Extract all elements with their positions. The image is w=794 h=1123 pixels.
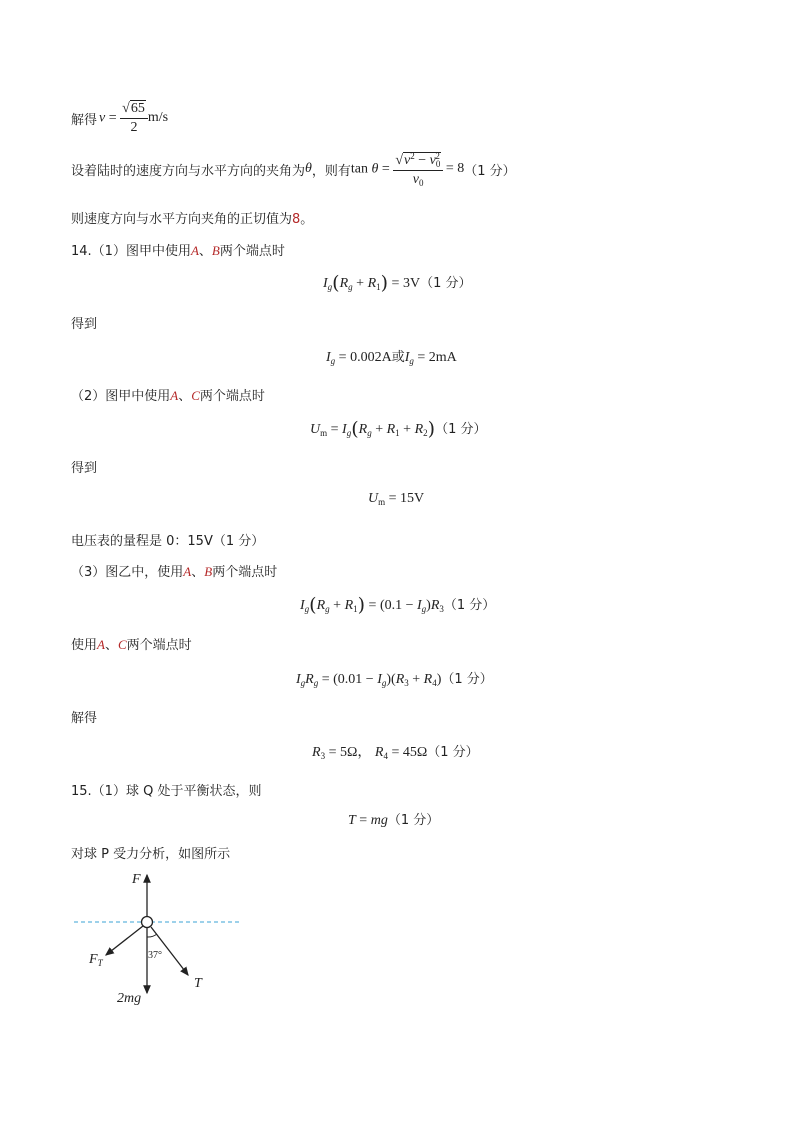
score: （1 分） (441, 672, 493, 687)
label-ft: $F_T$ (89, 952, 103, 968)
terminal-c: C (191, 388, 200, 403)
equation-5: $I_g(R_g + R_1) = (0.1 - I_g)R_3(1$ 分） (300, 594, 496, 616)
eq-val-1: = 0.002A (338, 350, 392, 365)
line-text: 则速度方向与水平方向夹角的正切值为 (71, 212, 293, 227)
line-conclusion (71, 208, 313, 227)
line-text: 使用 (71, 638, 98, 653)
q14-part2-heading (71, 385, 265, 404)
unit: m/s (147, 110, 169, 125)
equation-8 (348, 809, 439, 829)
period: 。 (300, 212, 314, 227)
terminal-a: A (170, 388, 179, 403)
separator: 、 (104, 638, 118, 653)
eq-rhs: = 15V (388, 491, 425, 506)
line-tail: 两个端点时 (199, 389, 265, 404)
q14-part1-heading (71, 240, 285, 259)
got-1: 得到 (71, 317, 98, 332)
eq-lhs: T (348, 813, 356, 828)
q14-part3-heading (71, 561, 277, 580)
equation-2: $I_g = 0.002A$或$I_g = 2mA$ (326, 350, 457, 366)
eq-rhs: = 3V (391, 276, 421, 291)
separator: 、 (178, 389, 192, 404)
separator: 、 (191, 565, 205, 580)
score: （1 分） (387, 813, 440, 828)
formula-v: v = $\frac{√65}{2}$ (99, 101, 148, 136)
result: = 8 (445, 161, 465, 176)
eq-mid: = (0.01 − (321, 672, 378, 687)
equation-3: $U_m = I_g(R_g + R_1 + R_2)(1$ 分） (310, 418, 487, 440)
eq-mid: = (0.1 − (368, 598, 417, 613)
label-t: T (194, 976, 202, 991)
line-text: （2）图甲中使用 (71, 389, 171, 404)
terminal-a: A (190, 243, 199, 258)
line-tail: 两个端点时 (219, 244, 285, 259)
line-tail: 两个端点时 (212, 565, 278, 580)
formula-tan: tan θ = $\frac{√v^2 - v_0^2}{v_0}$ (351, 151, 443, 188)
answer-value: 8 (292, 212, 301, 227)
label-2mg: 2mg (117, 991, 142, 1006)
eq-mid: = (355, 813, 371, 828)
angle-arc (147, 934, 157, 937)
line-prefix: 解得 (71, 112, 98, 128)
q15-part1-heading: 15.（1）球 Q 处于平衡状态，则 (71, 784, 262, 799)
label-f: F (132, 872, 141, 887)
or-word: 或 (391, 350, 405, 365)
score: （1 分） (435, 422, 487, 437)
got-2: 得到 (71, 461, 98, 476)
eq-rhs: mg (370, 813, 388, 828)
force-ft-arrow (106, 926, 143, 955)
score: （1 分） (464, 163, 516, 179)
label-angle: 37° (148, 950, 162, 961)
equation-4: $U_m = 15V$ (368, 491, 425, 507)
force-diagram (60, 865, 260, 1010)
score: （1 分） (420, 276, 472, 291)
terminal-a: A (97, 637, 105, 652)
line-text: 设着陆时的速度方向与水平方向的夹角为 (71, 163, 306, 179)
terminal-a: A (183, 564, 192, 579)
use-ac-heading (71, 634, 192, 653)
score: （1 分） (443, 598, 496, 613)
separator: 、 (198, 244, 212, 259)
theta-symbol: θ (305, 161, 312, 176)
got-3: 解得 (71, 711, 98, 726)
eq-val-2: = 2mA (417, 350, 457, 365)
equation-7: $R_3 = 5\Omega$， $R_4 = 45\Omega(1$ 分） (312, 745, 479, 761)
voltmeter-range: 电压表的量程是 0：15V（1 分） (71, 534, 265, 549)
ball-p (142, 917, 153, 928)
fraction: $\frac{√65}{2}$ (120, 101, 148, 136)
line-text-mid: ，则有 (311, 163, 351, 179)
equation-1: $I_g(R_g + R_1) = 3V(1$ 分） (323, 272, 472, 294)
terminal-b: B (211, 243, 220, 258)
eq-r3: = 5Ω， (328, 745, 372, 760)
terminal-b: B (204, 564, 213, 579)
line-tan-theta (71, 147, 516, 191)
line-text: （3）图乙中，使用 (71, 565, 184, 580)
line-solve-v (71, 100, 168, 136)
eq-r4: = 45Ω (391, 745, 428, 760)
force-analysis-intro: 对球 P 受力分析，如图所示 (71, 847, 231, 862)
line-text: 14.（1）图甲中使用 (71, 244, 191, 259)
fraction: $\frac{√v^2 - v_0^2}{v_0}$ (393, 151, 443, 188)
line-tail: 两个端点时 (126, 638, 192, 653)
terminal-c: C (117, 637, 127, 652)
equation-6: $I_gR_g = (0.01 - I_g)(R_3 + R_4)(1$ 分） (296, 672, 493, 688)
score: （1 分） (427, 745, 479, 760)
